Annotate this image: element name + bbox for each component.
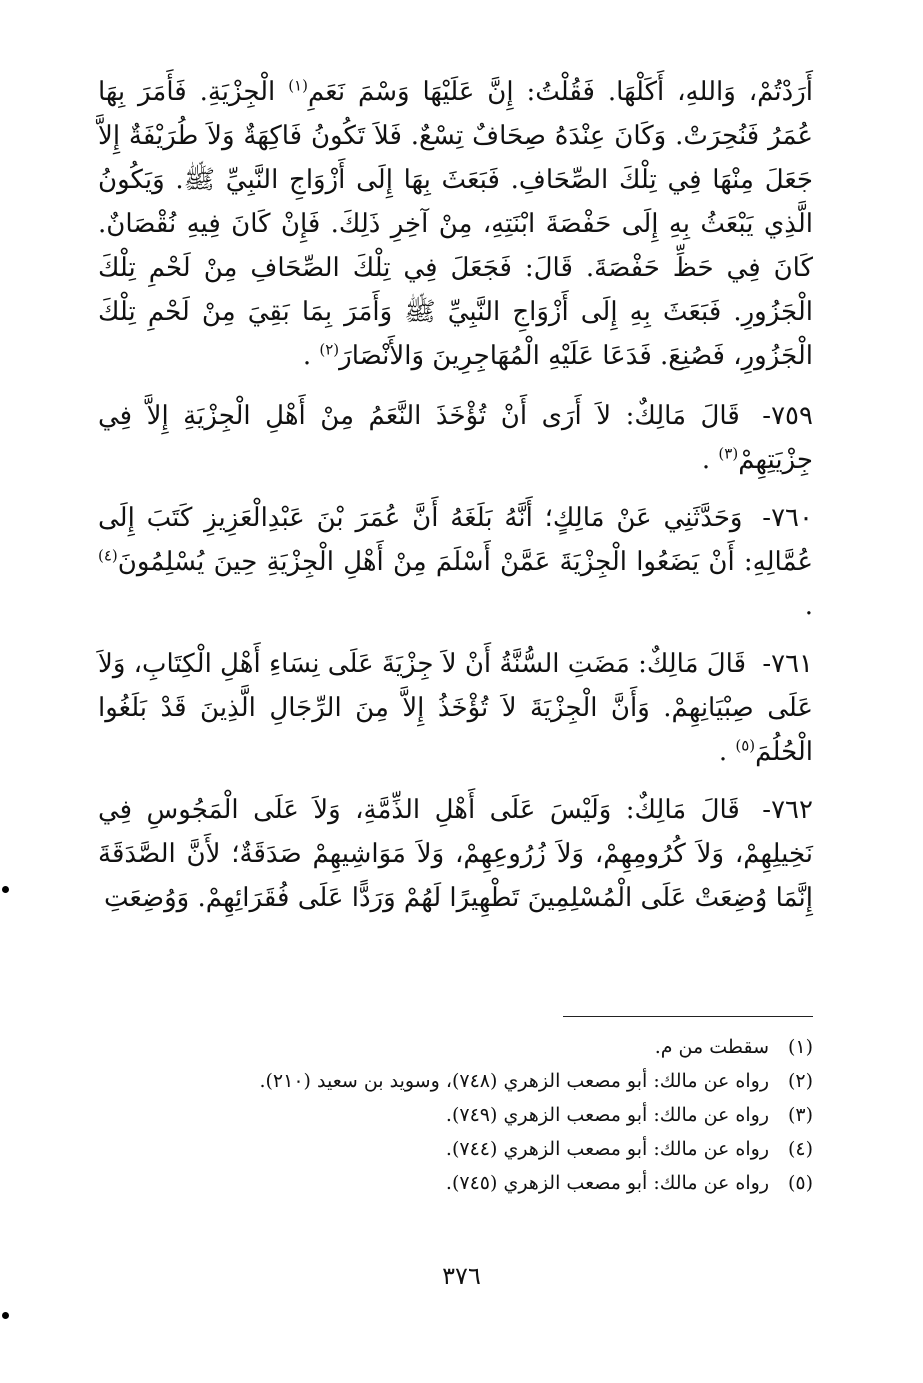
paragraph-number: ٧٥٩- [762, 401, 813, 431]
paragraph-continuation [98, 70, 813, 378]
footnote-ref[interactable]: (٢) [319, 340, 340, 359]
footnote-text: سقطت من م. [654, 1036, 769, 1058]
footnote-ref[interactable]: (٥) [735, 736, 756, 755]
paragraph-text-cont: الْجِزْيَةِ. فَأَمَرَ بِهَا عُمَرُ فَنُحِرَتْ. وَكَانَ عِنْدَهُ صِحَافٌ تِسْعٌ. فَلاَ تَكُونُ فَاكِهَةٌ وَلاَ طُرَيْفَةٌ إِلاَّ جَعَلَ مِنْهَا فِي تِلْكَ الصِّحَافِ. فَبَعَثَ بِهَا إِلَى أَزْوَاجِ النَّبِيِّ ﷺ. وَيَكُونُ الَّذِي يَبْعَثُ بِهِ إِلَى حَفْصَةَ ابْنَتِهِ، مِنْ آخِرِ ذَلِكَ. فَإِنْ كَانَ فِيهِ نُقْصَانٌ. كَانَ فِي حَظِّ حَفْصَةَ. قَالَ: فَجَعَلَ فِي تِلْكَ الصِّحَافِ مِنْ لَحْمِ تِلْكَ الْجَزُورِ. فَبَعَثَ بِهِ إِلَى أَزْوَاجِ النَّبِيِّ ﷺ وَأَمَرَ بِمَا بَقِيَ مِنْ لَحْمِ تِلْكَ الْجَزُورِ، فَصُنِعَ. فَدَعَا عَلَيْهِ الْمُهَاجِرِينَ وَالأَنْصَارَ [98, 77, 813, 371]
paragraph-text: قَالَ مَالِكٌ: لاَ أَرَى أَنْ تُؤْخَذَ النَّعَمُ مِنْ أَهْلِ الْجِزْيَةِ إِلاَّ فِي جِزْيَتِهِمْ [98, 401, 813, 475]
page-number: ٣٧٦ [442, 1262, 481, 1290]
paragraph-number: ٧٦٢- [762, 795, 813, 825]
paragraph-tail: . [804, 591, 813, 621]
paragraph-762 [98, 788, 813, 920]
footnote-text: رواه عن مالك: أبو مصعب الزهري (٧٤٩). [445, 1104, 769, 1126]
footnote-item [98, 1132, 813, 1166]
paragraph-number: ٧٦٠- [762, 503, 813, 533]
paragraph-tail: . [701, 445, 719, 475]
footnote-item [98, 1098, 813, 1132]
footnotes [98, 1030, 813, 1200]
footnote-number: (٢) [787, 1070, 813, 1092]
paragraph-759 [98, 394, 813, 482]
paragraph-761 [98, 642, 813, 774]
footnote-divider [563, 1016, 813, 1017]
paragraph-text: وَحَدَّثَنِي عَنْ مَالِكٍ؛ أَنَّهُ بَلَغَهُ أَنَّ عُمَرَ بْنَ عَبْدِالْعَزِيزِ كَتَبَ إِلَى عُمَّالِهِ: أَنْ يَضَعُوا الْجِزْيَةَ عَمَّنْ أَسْلَمَ مِنْ أَهْلِ الْجِزْيَةِ حِينَ يُسْلِمُونَ [98, 503, 813, 577]
paragraph-text: قَالَ مَالِكٌ: مَضَتِ السُّنَّةُ أَنْ لاَ جِزْيَةَ عَلَى نِسَاءِ أَهْلِ الْكِتَابِ، وَلاَ عَلَى صِبْيَانِهِمْ. وَأَنَّ الْجِزْيَةَ لاَ تُؤْخَذُ إِلاَّ مِنَ الرِّجَالِ الَّذِينَ قَدْ بَلَغُوا الْحُلُمَ [98, 649, 813, 767]
scan-artifact-dot [2, 886, 9, 893]
footnote-ref[interactable]: (١) [288, 76, 308, 95]
footnote-text: رواه عن مالك: أبو مصعب الزهري (٧٤٤). [445, 1138, 769, 1160]
paragraph-760 [98, 496, 813, 628]
paragraph-text: أَرَدْتُمْ، وَاللهِ، أَكَلْهَا. فَقُلْتُ: إِنَّ عَلَيْهَا وَسْمَ نَعَمِ [307, 77, 813, 107]
footnote-number: (٤) [787, 1138, 813, 1160]
scan-artifact-dot [2, 1312, 9, 1319]
paragraph-number: ٧٦١- [762, 649, 814, 679]
footnote-number: (٥) [787, 1172, 813, 1194]
footnote-number: (١) [787, 1036, 813, 1058]
footnote-text: رواه عن مالك: أبو مصعب الزهري (٧٤٥). [445, 1172, 769, 1194]
main-text [98, 70, 813, 920]
footnote-item [98, 1064, 813, 1098]
footnote-ref[interactable]: (٤) [98, 546, 118, 565]
footnote-ref[interactable]: (٣) [718, 444, 739, 463]
paragraph-text: قَالَ مَالِكٌ: وَلَيْسَ عَلَى أَهْلِ الذِّمَّةِ، وَلاَ عَلَى الْمَجُوسِ فِي نَخِيلِهِمْ، وَلاَ كُرُومِهِمْ، وَلاَ زُرُوعِهِمْ، وَلاَ مَوَاشِيهِمْ صَدَقَةٌ؛ لأَنَّ الصَّدَقَةَ إِنَّمَا وُضِعَتْ عَلَى الْمُسْلِمِينَ تَطْهِيرًا لَهُمْ وَرَدًّا عَلَى فُقَرَائِهِمْ. وَوُضِعَتِ [98, 795, 813, 913]
paragraph-tail: . [302, 341, 320, 371]
footnote-number: (٣) [787, 1104, 813, 1126]
footnote-item [98, 1166, 813, 1200]
footnote-text: رواه عن مالك: أبو مصعب الزهري (٧٤٨)، وسويد بن سعيد (٢١٠). [259, 1070, 769, 1092]
paragraph-tail: . [718, 737, 736, 767]
footnote-item [98, 1030, 813, 1064]
